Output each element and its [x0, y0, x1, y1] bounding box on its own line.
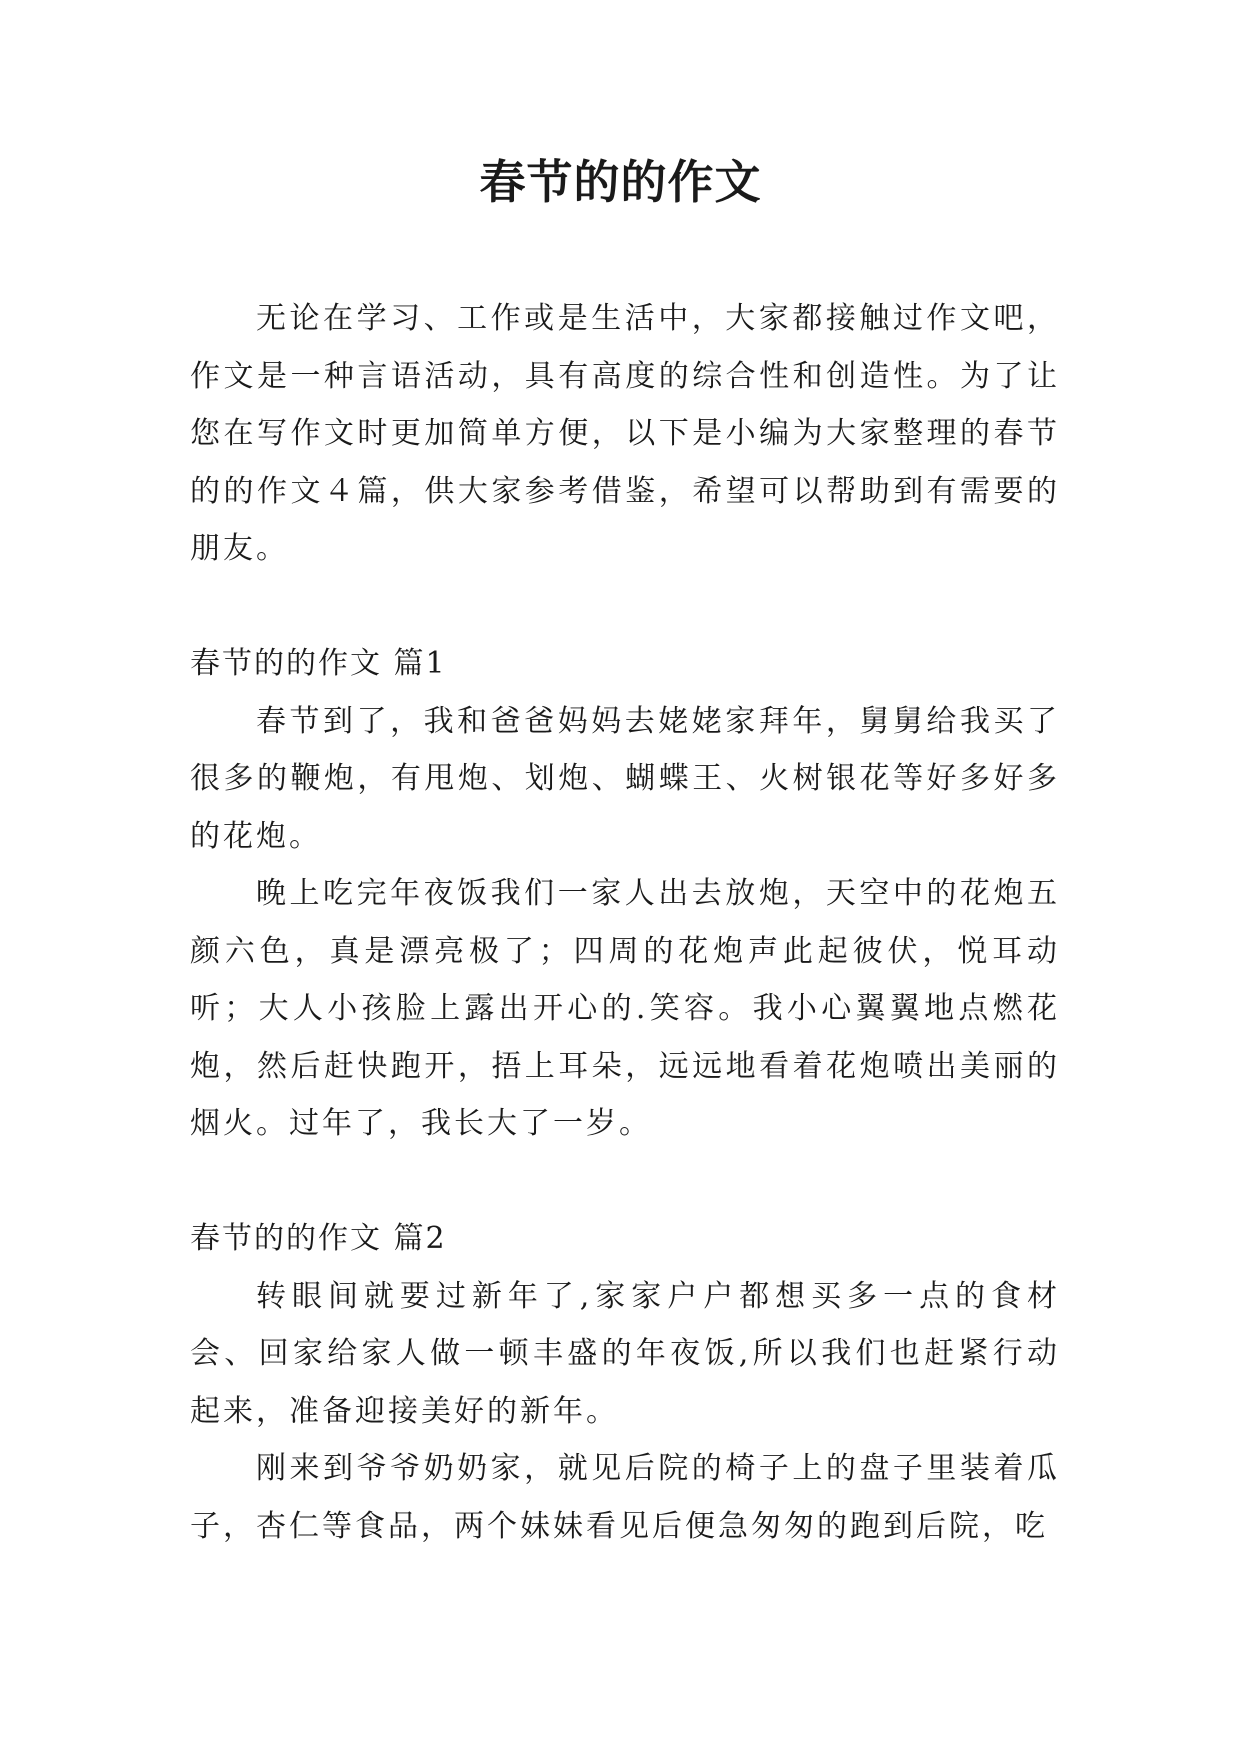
section-2-paragraph-2: 刚来到爷爷奶奶家，就见后院的椅子上的盘子里装着瓜子，杏仁等食品，两个妹妹看见后便急匆匆的跑到后院，吃 — [190, 1451, 1060, 1544]
section-heading-1: 春节的的作文 篇1 — [190, 646, 447, 681]
section-heading-2: 春节的的作文 篇2 — [190, 1221, 447, 1256]
intro-paragraph: 无论在学习、工作或是生活中，大家都接触过作文吧，作文是一种言语活动，具有高度的综合性和创造性。为了让您在写作文时更加简单方便，以下是小编为大家整理的春节的的作文４篇，供大家参考借鉴，希望可以帮助到有需要的朋友。 — [190, 301, 1060, 566]
section-1-paragraph-2: 晚上吃完年夜饭我们一家人出去放炮，天空中的花炮五颜六色，真是漂亮极了；四周的花炮声此起彼伏，悦耳动听；大人小孩脸上露出开心的.笑容。我小心翼翼地点燃花炮，然后赶快跑开，捂上耳朵，远远地看着花炮喷出美丽的烟火。过年了，我长大了一岁。 — [190, 876, 1060, 1141]
section-1-paragraph-1: 春节到了，我和爸爸妈妈去姥姥家拜年，舅舅给我买了很多的鞭炮，有甩炮、划炮、蝴蝶王、火树银花等好多好多的花炮。 — [190, 703, 1060, 854]
section-2-paragraph-1: 转眼间就要过新年了,家家户户都想买多一点的食材会、回家给家人做一顿丰盛的年夜饭,所以我们也赶紧行动起来，准备迎接美好的新年。 — [190, 1278, 1060, 1429]
document-title: 春节的的作文 — [479, 155, 762, 209]
document-body — [190, 290, 1060, 1555]
